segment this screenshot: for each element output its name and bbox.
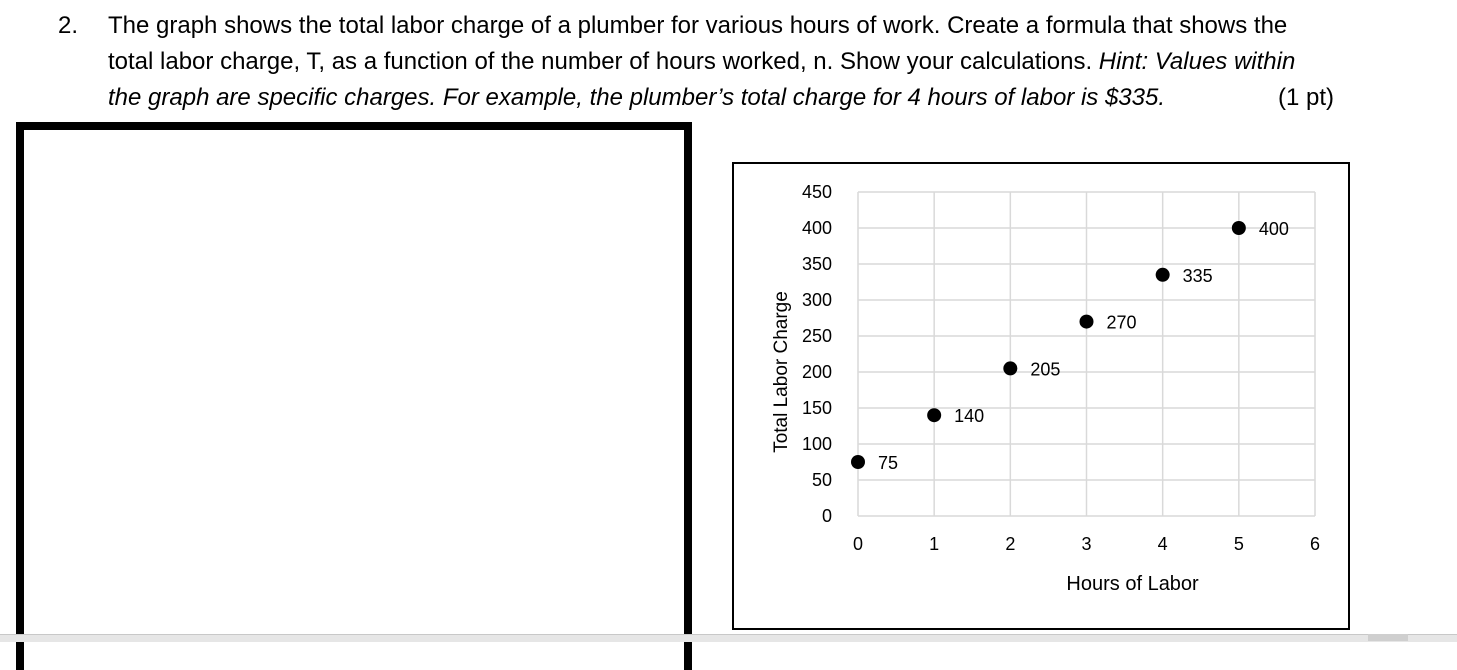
data-label: 400 [1258,219,1289,239]
x-tick-label: 0 [852,534,864,554]
scrollbar-thumb[interactable] [1368,634,1408,641]
x-tick-label: 4 [1157,534,1168,554]
x-tick-label: 2 [1005,534,1016,554]
data-label: 270 [1106,312,1137,333]
scatter-chart [734,164,1348,628]
x-tick-label: 6 [1309,534,1321,554]
y-tick-label: 100 [801,434,832,454]
y-tick-label: 50 [811,470,832,490]
y-tick-label: 350 [801,254,832,274]
x-axis-label: Hours of Labor [1066,573,1199,595]
data-point [1080,315,1094,329]
y-tick-label: 250 [801,326,832,346]
y-tick-label: 300 [801,290,832,310]
y-tick-label: 200 [801,362,832,382]
data-label: 335 [1182,265,1213,286]
y-axis-label: Total Labor Charge [771,291,792,453]
y-tick-label: 400 [801,218,832,238]
y-tick-label: 450 [801,182,832,202]
hint-label: Hint: Values within [1098,48,1296,75]
points-label: (1 pt) [1278,84,1335,111]
question-line-3 [108,80,1165,116]
hint-example: the graph are specific charges. For example, the plumber’s total charge for 4 hours of labor is $335. [108,84,1166,111]
data-point [1156,268,1170,282]
answer-box[interactable] [16,122,692,670]
question-line-2-text: total labor charge, T, as a function of the number of hours worked, n. Show your calculations. [108,48,1093,75]
data-point [927,408,941,422]
data-label: 140 [954,406,985,427]
y-tick-label: 150 [801,398,832,418]
chart-frame [732,162,1350,630]
data-point [851,455,865,469]
x-tick-label: 3 [1081,534,1092,554]
data-label: 75 [878,453,899,473]
x-tick-label: 5 [1233,534,1244,554]
data-point [1003,361,1017,375]
x-tick-label: 1 [929,534,940,554]
question-number: 2. [58,12,79,39]
data-label: 205 [1030,359,1061,380]
y-tick-label: 0 [821,506,832,526]
question-line-1: The graph shows the total labor charge of a plumber for various hours of work. Create a formula that shows the [108,12,1288,39]
data-point [1232,221,1246,235]
question-line-2 [108,44,1295,80]
